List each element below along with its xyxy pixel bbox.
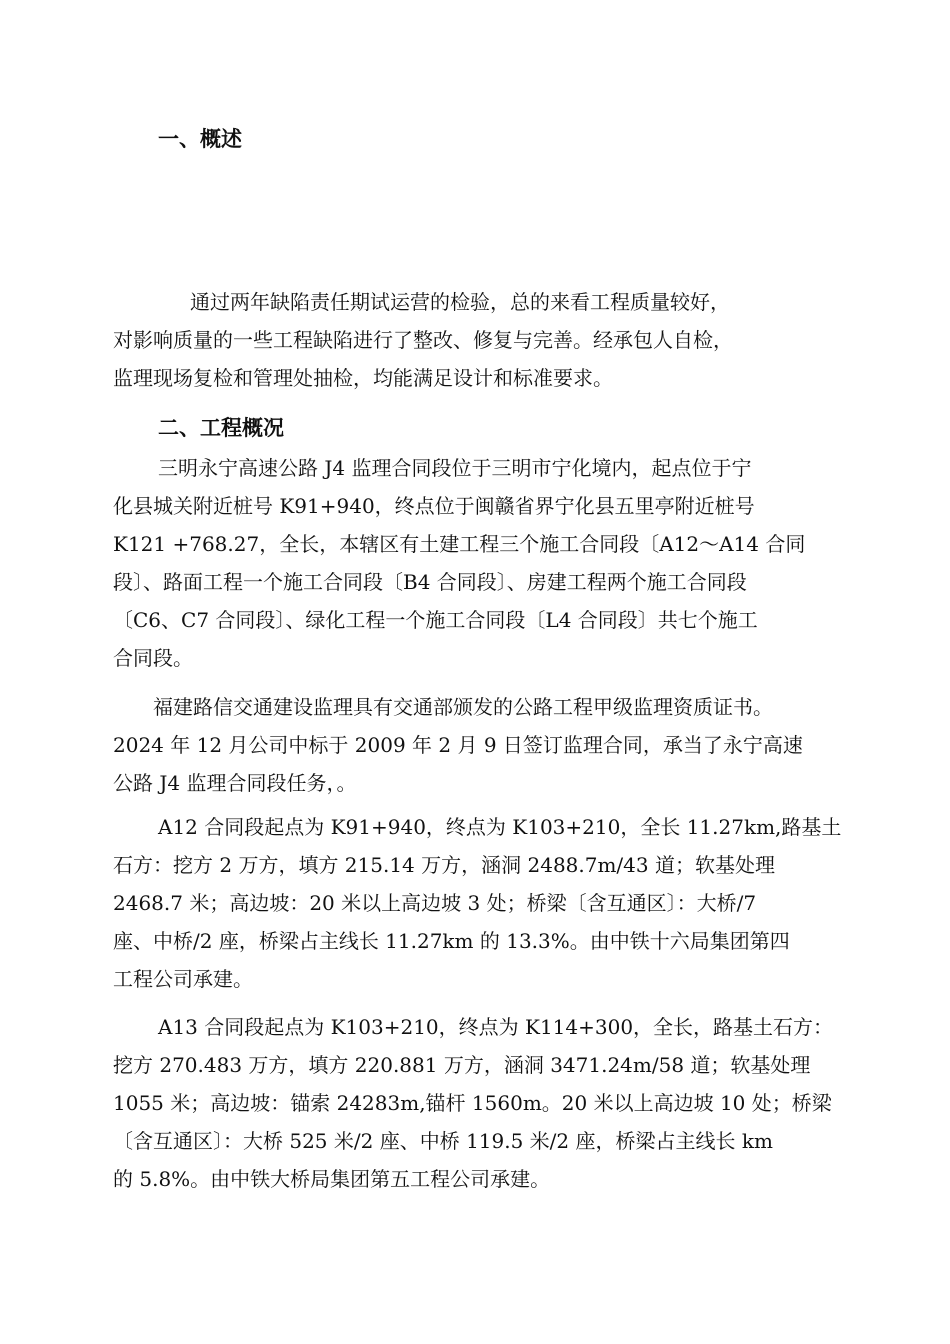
- text-line: 〔含互通区〕：大桥 525 米/2 座、中桥 119.5 米/2 座，桥梁占主线长 km: [113, 1129, 773, 1153]
- text-line: 三明永宁高速公路 J4 监理合同段位于三明市宁化境内，起点位于宁: [158, 456, 752, 480]
- text-line: A13 合同段起点为 K103+210，终点为 K114+300，全长，路基土石方：: [158, 1015, 834, 1039]
- a12-section-paragraph: [113, 808, 843, 998]
- text-line: 座、中桥/2 座，桥梁占主线长 11.27km 的 13.3%。由中铁十六局集团第四: [113, 929, 790, 953]
- overview-paragraph: [113, 283, 843, 397]
- text-line: 1055 米；高边坡：锚索 24283m,锚杆 1560m。20 米以上高边坡 10 处；桥梁: [113, 1091, 832, 1115]
- text-line: K121 +768.27，全长，本辖区有土建工程三个施工合同段〔A12～A14 合同: [113, 532, 806, 556]
- text-line: 〔C6、C7 合同段〕、绿化工程一个施工合同段〔L4 合同段〕共七个施工: [113, 608, 758, 632]
- text-line: 对影响质量的一些工程缺陷进行了整改、修复与完善。经承包人自检，: [113, 328, 733, 352]
- text-line: 通过两年缺陷责任期试运营的检验，总的来看工程质量较好，: [190, 290, 730, 314]
- text-line: 的 5.8%。由中铁大桥局集团第五工程公司承建。: [113, 1167, 551, 1191]
- section-heading-project-overview: 二、工程概况: [158, 415, 284, 440]
- text-line: 公路 J4 监理合同段任务，。: [113, 771, 357, 795]
- text-line: 合同段。: [113, 646, 193, 670]
- text-line: 福建路信交通建设监理具有交通部颁发的公路工程甲级监理资质证书。: [153, 695, 773, 719]
- text-line: 挖方 270.483 万方，填方 220.881 万方，涵洞 3471.24m/58 道；软基处理: [113, 1053, 811, 1077]
- text-line: 化县城关附近桩号 K91+940，终点位于闽赣省界宁化县五里亭附近桩号: [113, 494, 755, 518]
- project-location-paragraph: [113, 449, 843, 677]
- text-line: 工程公司承建。: [113, 967, 253, 991]
- text-line: 监理现场复检和管理处抽检，均能满足设计和标准要求。: [113, 366, 613, 390]
- text-line: 2024 年 12 月公司中标于 2009 年 2 月 9 日签订监理合同，承当了永宁高速: [113, 733, 803, 757]
- text-line: A12 合同段起点为 K91+940，终点为 K103+210，全长 11.27km,路基土: [158, 815, 842, 839]
- text-line: 石方：挖方 2 万方，填方 215.14 万方，涵洞 2488.7m/43 道；软基处理: [113, 853, 775, 877]
- text-line: 段〕、路面工程一个施工合同段〔B4 合同段〕、房建工程两个施工合同段: [113, 570, 747, 594]
- section-heading-overview: 一、概述: [158, 126, 242, 151]
- a13-section-paragraph: [113, 1008, 843, 1198]
- supervisor-paragraph: [113, 688, 843, 802]
- text-line: 2468.7 米；高边坡：20 米以上高边坡 3 处；桥梁〔含互通区〕：大桥/7: [113, 891, 757, 915]
